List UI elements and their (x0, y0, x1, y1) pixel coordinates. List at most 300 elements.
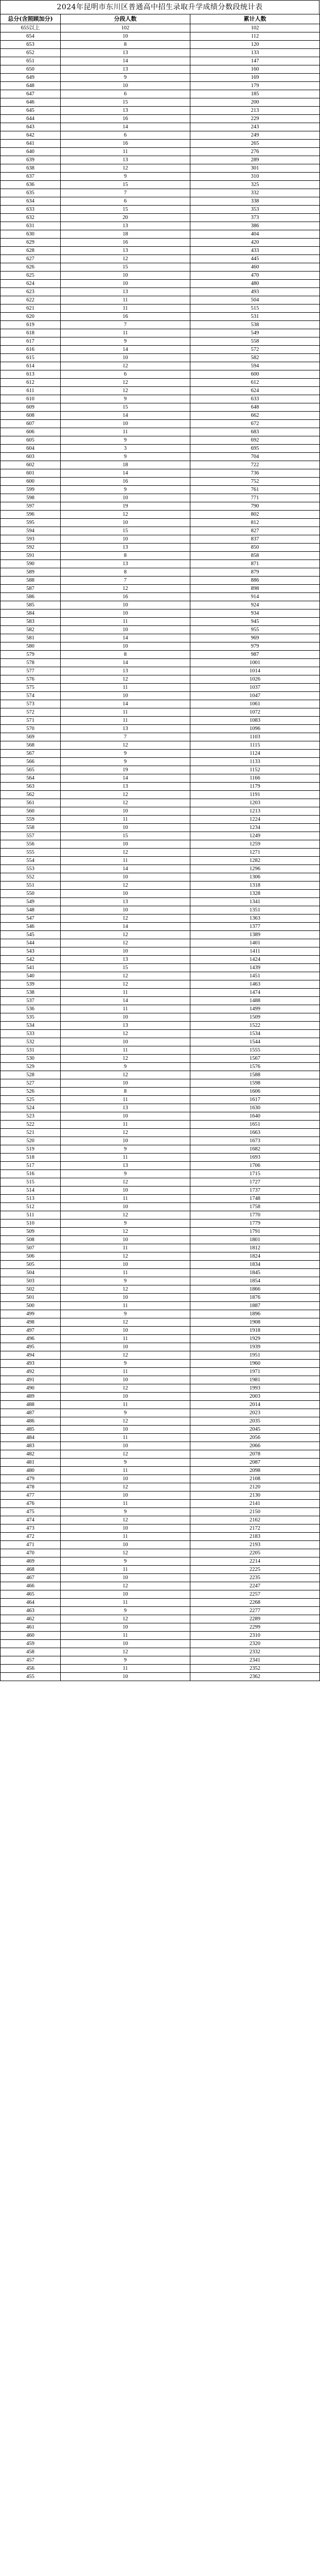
cell-segment-count: 10 (61, 1623, 190, 1632)
cell-segment-count: 9 (61, 1607, 190, 1615)
cell-cumulative-count: 2299 (190, 1623, 320, 1632)
cell-segment-count: 16 (61, 313, 190, 321)
table-row (1, 1574, 320, 1582)
table-row (1, 1327, 320, 1335)
cell-cumulative-count: 2289 (190, 1615, 320, 1623)
cell-cumulative-count: 1072 (190, 708, 320, 717)
cell-total-score: 613 (1, 370, 61, 379)
cell-total-score: 580 (1, 642, 61, 651)
cell-cumulative-count: 1801 (190, 1236, 320, 1244)
cell-cumulative-count: 1179 (190, 783, 320, 791)
cell-segment-count: 10 (61, 1294, 190, 1302)
cell-segment-count: 3 (61, 445, 190, 453)
cell-segment-count: 15 (61, 527, 190, 535)
table-row (1, 115, 320, 123)
cell-segment-count: 13 (61, 544, 190, 552)
cell-segment-count: 12 (61, 1450, 190, 1459)
cell-total-score: 645 (1, 107, 61, 115)
table-row (1, 1533, 320, 1541)
table-row (1, 1549, 320, 1557)
cell-segment-count: 10 (61, 1187, 190, 1195)
cell-cumulative-count: 837 (190, 535, 320, 544)
cell-total-score: 578 (1, 659, 61, 667)
cell-cumulative-count: 1651 (190, 1121, 320, 1129)
cell-cumulative-count: 373 (190, 214, 320, 222)
table-row (1, 832, 320, 840)
table-row (1, 412, 320, 420)
cell-cumulative-count: 1224 (190, 816, 320, 824)
cell-total-score: 566 (1, 758, 61, 766)
cell-cumulative-count: 1663 (190, 1129, 320, 1137)
cell-total-score: 532 (1, 1038, 61, 1046)
table-row (1, 939, 320, 947)
table-row (1, 667, 320, 675)
table-row (1, 453, 320, 461)
cell-segment-count: 15 (61, 964, 190, 972)
cell-total-score: 513 (1, 1195, 61, 1203)
cell-cumulative-count: 433 (190, 247, 320, 255)
table-row (1, 420, 320, 428)
cell-segment-count: 18 (61, 230, 190, 239)
cell-total-score: 631 (1, 222, 61, 230)
table-row (1, 675, 320, 684)
cell-total-score: 476 (1, 1500, 61, 1508)
table-row (1, 1285, 320, 1294)
table-row (1, 956, 320, 964)
cell-segment-count: 7 (61, 321, 190, 329)
cell-total-score: 551 (1, 882, 61, 890)
cell-segment-count: 12 (61, 1228, 190, 1236)
table-row (1, 502, 320, 511)
cell-total-score: 479 (1, 1475, 61, 1483)
cell-cumulative-count: 1845 (190, 1269, 320, 1277)
cell-cumulative-count: 289 (190, 156, 320, 164)
cell-segment-count: 10 (61, 1640, 190, 1648)
cell-total-score: 541 (1, 964, 61, 972)
cell-total-score: 598 (1, 494, 61, 502)
cell-segment-count: 9 (61, 1145, 190, 1154)
cell-cumulative-count: 185 (190, 90, 320, 98)
table-row (1, 1590, 320, 1599)
table-row (1, 1252, 320, 1261)
table-row (1, 1393, 320, 1401)
table-row (1, 527, 320, 535)
cell-cumulative-count: 955 (190, 626, 320, 634)
cell-total-score: 534 (1, 1022, 61, 1030)
cell-cumulative-count: 1534 (190, 1030, 320, 1038)
table-row (1, 1450, 320, 1459)
table-row (1, 1417, 320, 1426)
table-row (1, 766, 320, 774)
cell-cumulative-count: 558 (190, 337, 320, 346)
cell-segment-count: 10 (61, 1038, 190, 1046)
cell-total-score: 572 (1, 708, 61, 717)
cell-cumulative-count: 582 (190, 354, 320, 362)
cell-segment-count: 11 (61, 1005, 190, 1013)
cell-segment-count: 9 (61, 74, 190, 82)
table-row (1, 923, 320, 931)
cell-total-score: 626 (1, 263, 61, 272)
table-row (1, 148, 320, 156)
table-row (1, 280, 320, 288)
cell-total-score: 477 (1, 1492, 61, 1500)
cell-cumulative-count: 200 (190, 98, 320, 107)
cell-segment-count: 11 (61, 618, 190, 626)
table-row (1, 107, 320, 115)
cell-cumulative-count: 1096 (190, 725, 320, 733)
cell-segment-count: 14 (61, 997, 190, 1005)
cell-cumulative-count: 2150 (190, 1508, 320, 1516)
table-row (1, 1599, 320, 1607)
cell-total-score: 554 (1, 857, 61, 865)
cell-segment-count: 11 (61, 1467, 190, 1475)
cell-cumulative-count: 1474 (190, 989, 320, 997)
table-row (1, 123, 320, 131)
cell-cumulative-count: 761 (190, 486, 320, 494)
cell-cumulative-count: 1124 (190, 750, 320, 758)
cell-cumulative-count: 1544 (190, 1038, 320, 1046)
table-row (1, 1203, 320, 1211)
cell-cumulative-count: 2362 (190, 1673, 320, 1681)
cell-segment-count: 10 (61, 626, 190, 634)
cell-segment-count: 13 (61, 107, 190, 115)
cell-total-score: 612 (1, 379, 61, 387)
table-row (1, 997, 320, 1005)
cell-total-score: 460 (1, 1632, 61, 1640)
table-row (1, 989, 320, 997)
cell-total-score: 512 (1, 1203, 61, 1211)
cell-segment-count: 12 (61, 1483, 190, 1492)
cell-cumulative-count: 338 (190, 197, 320, 206)
cell-total-score: 573 (1, 700, 61, 708)
cell-cumulative-count: 386 (190, 222, 320, 230)
table-row (1, 758, 320, 766)
table-row (1, 1376, 320, 1384)
table-row (1, 1640, 320, 1648)
cell-segment-count: 11 (61, 1599, 190, 1607)
cell-cumulative-count: 1876 (190, 1294, 320, 1302)
cell-total-score: 583 (1, 618, 61, 626)
cell-cumulative-count: 2320 (190, 1640, 320, 1648)
cell-cumulative-count: 1971 (190, 1368, 320, 1376)
cell-cumulative-count: 704 (190, 453, 320, 461)
cell-segment-count: 15 (61, 206, 190, 214)
table-row (1, 1302, 320, 1310)
cell-cumulative-count: 1706 (190, 1162, 320, 1170)
table-row (1, 239, 320, 247)
cell-total-score: 638 (1, 164, 61, 173)
cell-segment-count: 10 (61, 873, 190, 882)
cell-cumulative-count: 179 (190, 82, 320, 90)
cell-total-score: 635 (1, 189, 61, 197)
cell-total-score: 458 (1, 1648, 61, 1656)
cell-total-score: 536 (1, 1005, 61, 1013)
cell-cumulative-count: 310 (190, 173, 320, 181)
table-row (1, 337, 320, 346)
cell-cumulative-count: 1115 (190, 741, 320, 750)
cell-segment-count: 14 (61, 923, 190, 931)
cell-cumulative-count: 1282 (190, 857, 320, 865)
cell-cumulative-count: 445 (190, 255, 320, 263)
cell-cumulative-count: 2120 (190, 1483, 320, 1492)
cell-cumulative-count: 2341 (190, 1656, 320, 1665)
table-row (1, 478, 320, 486)
table-row (1, 882, 320, 890)
table-row (1, 1648, 320, 1656)
cell-segment-count: 12 (61, 1582, 190, 1590)
table-row (1, 552, 320, 560)
table-row (1, 313, 320, 321)
cell-segment-count: 7 (61, 577, 190, 585)
cell-cumulative-count: 480 (190, 280, 320, 288)
table-row (1, 1516, 320, 1524)
cell-segment-count: 13 (61, 725, 190, 733)
cell-total-score: 619 (1, 321, 61, 329)
table-row (1, 1335, 320, 1343)
cell-segment-count: 10 (61, 1492, 190, 1500)
cell-segment-count: 12 (61, 1516, 190, 1524)
table-row (1, 1071, 320, 1079)
table-row (1, 560, 320, 568)
cell-total-score: 634 (1, 197, 61, 206)
table-row (1, 1426, 320, 1434)
cell-segment-count: 12 (61, 931, 190, 939)
cell-cumulative-count: 850 (190, 544, 320, 552)
cell-segment-count: 13 (61, 956, 190, 964)
cell-total-score: 647 (1, 90, 61, 98)
table-row (1, 535, 320, 544)
table-row (1, 206, 320, 214)
cell-segment-count: 8 (61, 651, 190, 659)
cell-cumulative-count: 612 (190, 379, 320, 387)
cell-total-score: 576 (1, 675, 61, 684)
table-row (1, 618, 320, 626)
table-row (1, 403, 320, 412)
table-row (1, 1557, 320, 1566)
cell-cumulative-count: 102 (190, 24, 320, 32)
table-row (1, 82, 320, 90)
table-row (1, 1104, 320, 1112)
cell-cumulative-count: 2087 (190, 1459, 320, 1467)
header-cumulative-count: 累计人数 (190, 14, 320, 24)
cell-segment-count: 11 (61, 304, 190, 313)
cell-segment-count: 10 (61, 947, 190, 956)
cell-cumulative-count: 752 (190, 478, 320, 486)
table-row (1, 585, 320, 593)
cell-total-score: 520 (1, 1137, 61, 1145)
cell-segment-count: 11 (61, 1046, 190, 1055)
cell-total-score: 593 (1, 535, 61, 544)
table-row (1, 1079, 320, 1088)
cell-cumulative-count: 1758 (190, 1203, 320, 1211)
cell-segment-count: 11 (61, 1665, 190, 1673)
table-row (1, 1096, 320, 1104)
cell-segment-count: 11 (61, 717, 190, 725)
cell-total-score: 500 (1, 1302, 61, 1310)
sheet-title: 2024年昆明市东川区普通高中招生录取升学成绩分数段统计表 (0, 0, 319, 14)
cell-cumulative-count: 594 (190, 362, 320, 370)
cell-total-score: 575 (1, 684, 61, 692)
table-row (1, 181, 320, 189)
cell-cumulative-count: 538 (190, 321, 320, 329)
cell-cumulative-count: 1424 (190, 956, 320, 964)
cell-cumulative-count: 147 (190, 57, 320, 65)
cell-segment-count: 11 (61, 1154, 190, 1162)
cell-cumulative-count: 924 (190, 601, 320, 609)
cell-total-score: 605 (1, 436, 61, 445)
table-row (1, 700, 320, 708)
cell-total-score: 553 (1, 865, 61, 873)
cell-segment-count: 9 (61, 436, 190, 445)
cell-segment-count: 13 (61, 560, 190, 568)
cell-total-score: 491 (1, 1376, 61, 1384)
cell-segment-count: 6 (61, 131, 190, 140)
cell-segment-count: 14 (61, 57, 190, 65)
table-row (1, 57, 320, 65)
cell-segment-count: 12 (61, 1252, 190, 1261)
table-row (1, 230, 320, 239)
cell-total-score: 624 (1, 280, 61, 288)
cell-cumulative-count: 1567 (190, 1055, 320, 1063)
table-row (1, 164, 320, 173)
cell-cumulative-count: 1451 (190, 972, 320, 980)
table-row (1, 849, 320, 857)
cell-total-score: 488 (1, 1401, 61, 1409)
cell-cumulative-count: 2078 (190, 1450, 320, 1459)
table-row (1, 74, 320, 82)
cell-segment-count: 11 (61, 428, 190, 436)
table-row (1, 1154, 320, 1162)
cell-cumulative-count: 1522 (190, 1022, 320, 1030)
score-rows (1, 24, 320, 1681)
cell-total-score: 507 (1, 1244, 61, 1252)
cell-total-score: 496 (1, 1335, 61, 1343)
table-row (1, 931, 320, 939)
table-row (1, 511, 320, 519)
cell-segment-count: 10 (61, 1343, 190, 1351)
cell-total-score: 516 (1, 1170, 61, 1178)
table-row (1, 898, 320, 906)
cell-total-score: 549 (1, 898, 61, 906)
cell-cumulative-count: 2332 (190, 1648, 320, 1656)
cell-cumulative-count: 934 (190, 609, 320, 618)
cell-segment-count: 8 (61, 552, 190, 560)
cell-total-score: 564 (1, 774, 61, 783)
cell-total-score: 487 (1, 1409, 61, 1417)
cell-cumulative-count: 2268 (190, 1599, 320, 1607)
table-row (1, 1170, 320, 1178)
cell-segment-count: 10 (61, 1393, 190, 1401)
cell-total-score: 596 (1, 511, 61, 519)
cell-segment-count: 8 (61, 1088, 190, 1096)
table-row (1, 651, 320, 659)
table-row (1, 1055, 320, 1063)
cell-total-score: 459 (1, 1640, 61, 1648)
cell-cumulative-count: 914 (190, 593, 320, 601)
cell-total-score: 511 (1, 1211, 61, 1219)
table-row (1, 1236, 320, 1244)
table-row (1, 173, 320, 181)
cell-total-score: 547 (1, 914, 61, 923)
table-row (1, 379, 320, 387)
cell-cumulative-count: 1939 (190, 1343, 320, 1351)
table-row (1, 445, 320, 453)
cell-segment-count: 19 (61, 766, 190, 774)
table-row (1, 708, 320, 717)
table-row (1, 783, 320, 791)
cell-total-score: 637 (1, 173, 61, 181)
cell-cumulative-count: 470 (190, 272, 320, 280)
cell-segment-count: 13 (61, 898, 190, 906)
cell-total-score: 627 (1, 255, 61, 263)
cell-segment-count: 12 (61, 1129, 190, 1137)
cell-total-score: 489 (1, 1393, 61, 1401)
cell-segment-count: 18 (61, 461, 190, 469)
cell-cumulative-count: 1951 (190, 1351, 320, 1360)
cell-total-score: 599 (1, 486, 61, 494)
table-row (1, 156, 320, 164)
cell-cumulative-count: 1037 (190, 684, 320, 692)
cell-cumulative-count: 2214 (190, 1557, 320, 1566)
cell-cumulative-count: 1363 (190, 914, 320, 923)
cell-total-score: 463 (1, 1607, 61, 1615)
cell-total-score: 555 (1, 849, 61, 857)
table-row (1, 906, 320, 914)
cell-cumulative-count: 886 (190, 577, 320, 585)
cell-segment-count: 10 (61, 1079, 190, 1088)
cell-segment-count: 10 (61, 890, 190, 898)
cell-total-score: 604 (1, 445, 61, 453)
cell-cumulative-count: 1083 (190, 717, 320, 725)
cell-total-score: 642 (1, 131, 61, 140)
table-row (1, 816, 320, 824)
cell-total-score: 585 (1, 601, 61, 609)
table-row (1, 486, 320, 494)
table-row (1, 222, 320, 230)
table-row (1, 1615, 320, 1623)
table-row (1, 659, 320, 667)
cell-cumulative-count: 2014 (190, 1401, 320, 1409)
cell-total-score: 484 (1, 1434, 61, 1442)
cell-total-score: 493 (1, 1360, 61, 1368)
cell-cumulative-count: 1993 (190, 1384, 320, 1393)
cell-total-score: 552 (1, 873, 61, 882)
cell-total-score: 574 (1, 692, 61, 700)
cell-total-score: 521 (1, 1129, 61, 1137)
table-row (1, 1401, 320, 1409)
cell-total-score: 569 (1, 733, 61, 741)
cell-total-score: 501 (1, 1294, 61, 1302)
cell-cumulative-count: 493 (190, 288, 320, 296)
cell-cumulative-count: 648 (190, 403, 320, 412)
cell-total-score: 567 (1, 750, 61, 758)
cell-total-score: 570 (1, 725, 61, 733)
cell-segment-count: 10 (61, 1574, 190, 1582)
cell-cumulative-count: 1351 (190, 906, 320, 914)
cell-cumulative-count: 600 (190, 370, 320, 379)
table-row (1, 1129, 320, 1137)
cell-cumulative-count: 301 (190, 164, 320, 173)
cell-total-score: 498 (1, 1318, 61, 1327)
cell-total-score: 515 (1, 1178, 61, 1187)
cell-cumulative-count: 722 (190, 461, 320, 469)
cell-cumulative-count: 1191 (190, 791, 320, 799)
cell-cumulative-count: 2172 (190, 1524, 320, 1533)
cell-cumulative-count: 979 (190, 642, 320, 651)
cell-total-score: 644 (1, 115, 61, 123)
cell-total-score: 524 (1, 1104, 61, 1112)
cell-cumulative-count: 1630 (190, 1104, 320, 1112)
